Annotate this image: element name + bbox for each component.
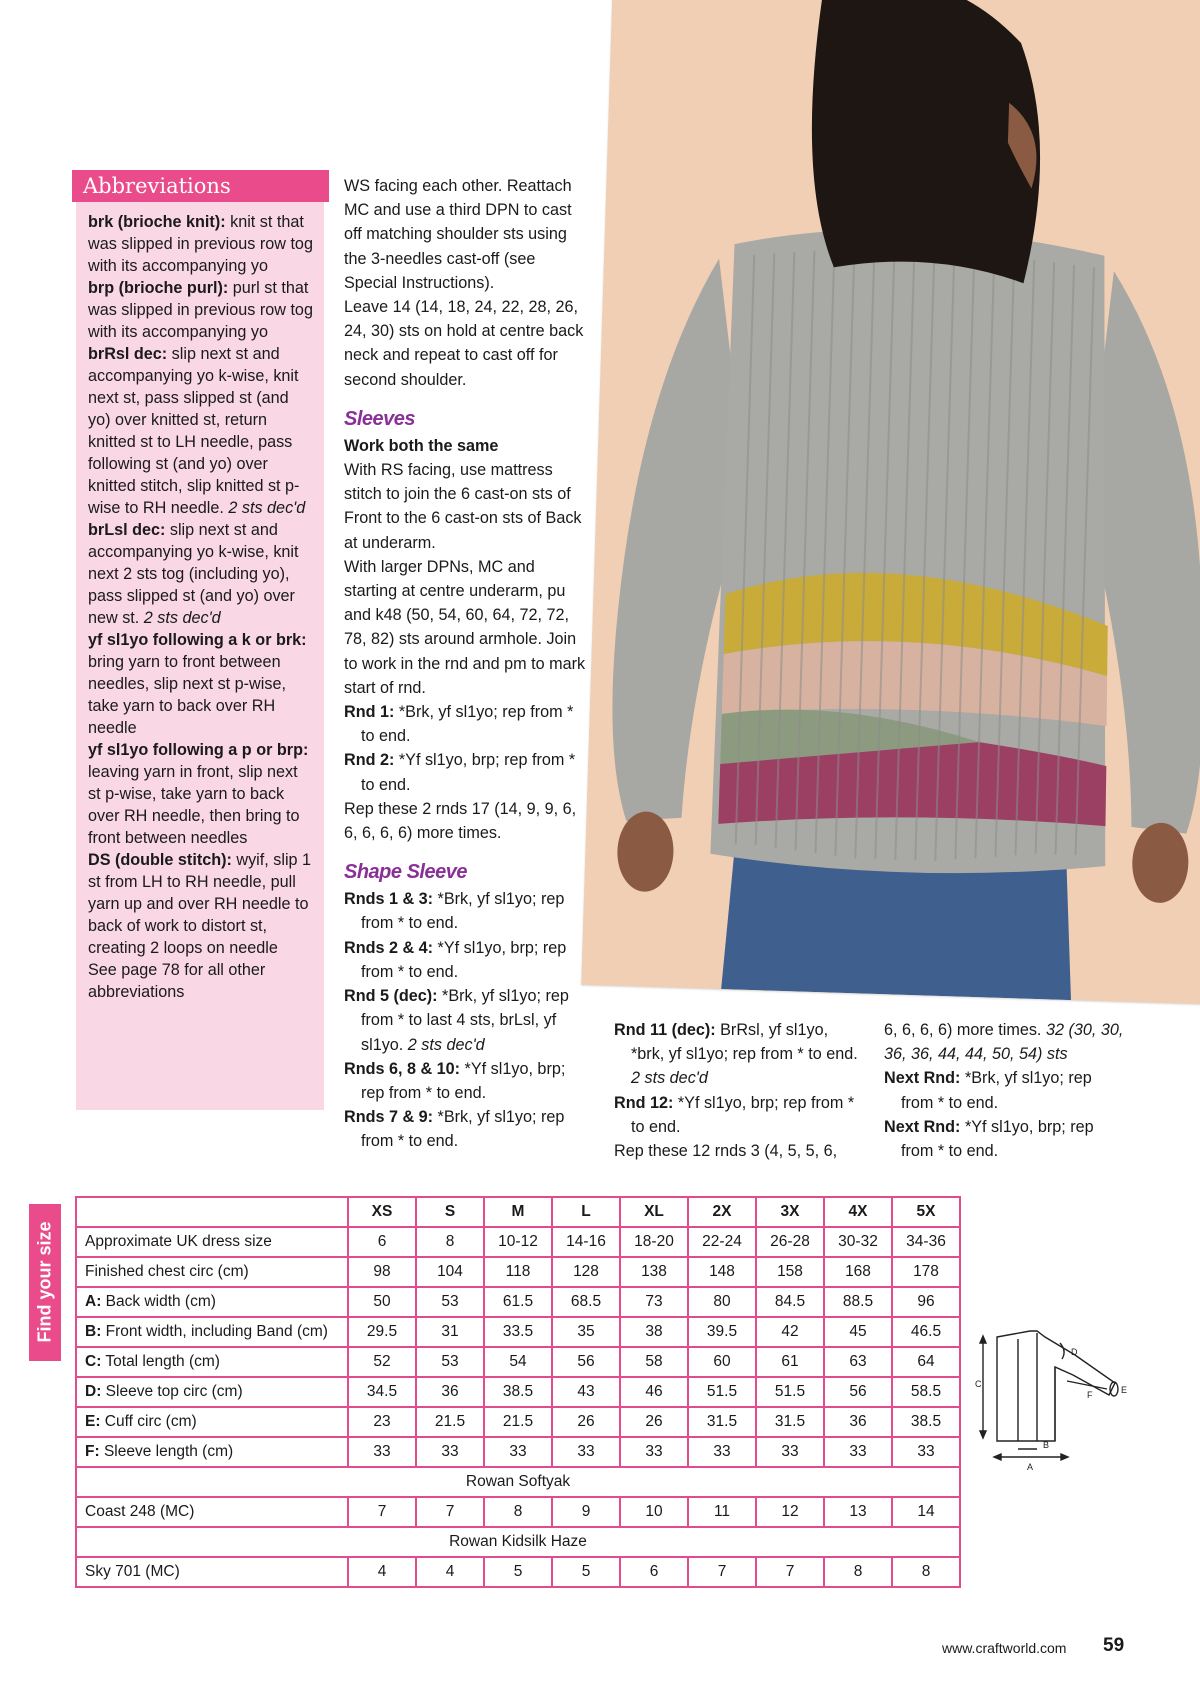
table-cell: 84.5	[756, 1287, 824, 1317]
table-cell: 33	[620, 1437, 688, 1467]
table-cell: 33.5	[484, 1317, 552, 1347]
text-run: Sky 701 (MC)	[85, 1563, 180, 1580]
pattern-paragraph	[614, 1139, 864, 1163]
table-cell: 51.5	[688, 1377, 756, 1407]
table-cell: 68.5	[552, 1287, 620, 1317]
table-cell: 14	[892, 1497, 960, 1527]
table-row	[76, 1497, 960, 1527]
table-cell: 88.5	[824, 1287, 892, 1317]
table-cell: 42	[756, 1317, 824, 1347]
text-run: 2 sts dec'd	[407, 1035, 485, 1054]
table-cell: 178	[892, 1257, 960, 1287]
table-row	[76, 1527, 960, 1557]
table-row	[76, 1377, 960, 1407]
table-cell: 38.5	[484, 1377, 552, 1407]
pattern-round	[884, 1066, 1124, 1114]
table-row	[76, 1287, 960, 1317]
table-cell: 61.5	[484, 1287, 552, 1317]
table-cell: 168	[824, 1257, 892, 1287]
table-cell: 36	[416, 1377, 484, 1407]
row-label	[76, 1287, 348, 1317]
table-cell: 8	[824, 1557, 892, 1587]
table-cell: 63	[824, 1347, 892, 1377]
text-run: Approximate UK dress size	[85, 1233, 272, 1250]
row-label	[76, 1497, 348, 1527]
pattern-round	[884, 1115, 1124, 1163]
text-run: Back width (cm)	[101, 1293, 216, 1310]
text-run: purl st that was slipped in previous row tog with its accompanying yo	[88, 279, 313, 341]
size-header: XL	[620, 1197, 688, 1227]
pattern-paragraph	[344, 434, 589, 458]
pattern-column-2	[344, 174, 589, 1154]
pattern-round	[344, 984, 589, 1057]
pattern-round	[614, 1091, 864, 1139]
size-header: 5X	[892, 1197, 960, 1227]
pattern-paragraph	[344, 174, 589, 295]
pattern-column-4	[884, 1018, 1124, 1163]
table-cell: 7	[688, 1557, 756, 1587]
table-cell: 96	[892, 1287, 960, 1317]
text-run: 2 sts dec'd	[228, 499, 306, 517]
table-cell: 34-36	[892, 1227, 960, 1257]
text-run: yf sl1yo following a p or brp:	[88, 741, 309, 759]
row-label	[76, 1407, 348, 1437]
size-header: 2X	[688, 1197, 756, 1227]
table-cell: 58	[620, 1347, 688, 1377]
table-cell: 138	[620, 1257, 688, 1287]
diagram-label-d: D	[1071, 1347, 1078, 1357]
pattern-round	[344, 887, 589, 935]
table-cell: 7	[348, 1497, 416, 1527]
pattern-paragraph	[884, 1018, 1124, 1066]
table-cell: 33	[824, 1437, 892, 1467]
text-run: Rep these 12 rnds 3 (4, 5, 5, 6,	[614, 1142, 838, 1161]
table-cell: 148	[688, 1257, 756, 1287]
table-cell: 38	[620, 1317, 688, 1347]
size-header: 4X	[824, 1197, 892, 1227]
pattern-paragraph	[344, 295, 589, 392]
table-cell: 98	[348, 1257, 416, 1287]
table-cell: 64	[892, 1347, 960, 1377]
table-cell: 31.5	[688, 1407, 756, 1437]
table-cell: 29.5	[348, 1317, 416, 1347]
table-cell: 158	[756, 1257, 824, 1287]
table-cell: 104	[416, 1257, 484, 1287]
text-run: brp (brioche purl):	[88, 279, 229, 297]
text-run: Total length (cm)	[101, 1353, 220, 1370]
text-run: *Yf sl1yo, brp; rep from * to end.	[361, 1059, 566, 1102]
table-cell: 60	[688, 1347, 756, 1377]
text-run: 2 sts dec'd	[631, 1069, 708, 1088]
page-number: 59	[1103, 1635, 1125, 1656]
text-run: WS facing each other. Reattach MC and use a third DPN to cast off matching shoulder sts using the 3-needles cast-off (see Special Instructions).	[344, 177, 572, 292]
table-cell: 6	[348, 1227, 416, 1257]
text-run: Sleeve top circ (cm)	[101, 1383, 243, 1400]
table-cell: 52	[348, 1347, 416, 1377]
table-cell: 33	[892, 1437, 960, 1467]
table-cell: 6	[620, 1557, 688, 1587]
size-table	[75, 1196, 961, 1588]
text-run: A:	[85, 1293, 102, 1310]
pattern-round	[344, 1105, 589, 1153]
table-cell: 38.5	[892, 1407, 960, 1437]
size-header: L	[552, 1197, 620, 1227]
diagram-label-c: C	[975, 1379, 982, 1389]
abbreviation-entry	[88, 519, 313, 629]
sweater-photo	[581, 0, 1200, 1005]
row-label	[76, 1227, 348, 1257]
table-cell: 31	[416, 1317, 484, 1347]
table-cell: 46	[620, 1377, 688, 1407]
find-your-size-label: Find your size	[34, 1221, 55, 1343]
yarn-brand-row: Rowan Kidsilk Haze	[76, 1527, 960, 1557]
table-cell: 13	[824, 1497, 892, 1527]
table-cell: 21.5	[484, 1407, 552, 1437]
table-cell: 33	[756, 1437, 824, 1467]
row-label	[76, 1347, 348, 1377]
table-row	[76, 1557, 960, 1587]
text-run: leaving yarn in front, slip next st p-wise, take yarn to back over RH needle, then bring to front between needles	[88, 763, 300, 847]
text-run: Cuff circ (cm)	[100, 1413, 197, 1430]
text-run: *Yf sl1yo, brp; rep from * to end.	[631, 1093, 855, 1136]
section-heading: Sleeves	[344, 407, 416, 430]
table-cell: 53	[416, 1287, 484, 1317]
text-run: E:	[85, 1413, 101, 1430]
pattern-paragraph	[344, 797, 589, 845]
text-run: Rep these 2 rnds 17 (14, 9, 9, 6, 6, 6, 6, 6) more times.	[344, 799, 577, 843]
text-run: *Brk, yf sl1yo; rep from * to end.	[361, 703, 574, 746]
pattern-column-3	[614, 1018, 864, 1163]
text-run: Rnd 1:	[344, 703, 395, 722]
abbreviation-entry	[88, 849, 313, 959]
table-cell: 31.5	[756, 1407, 824, 1437]
table-cell: 35	[552, 1317, 620, 1347]
diagram-label-b: B	[1043, 1440, 1050, 1450]
table-row	[76, 1347, 960, 1377]
size-header: M	[484, 1197, 552, 1227]
text-run: *Brk, yf sl1yo; rep from * to end.	[361, 890, 565, 933]
table-row	[76, 1227, 960, 1257]
table-cell: 46.5	[892, 1317, 960, 1347]
section-heading: Shape Sleeve	[344, 861, 467, 884]
text-run: Coast 248 (MC)	[85, 1503, 195, 1520]
table-row	[76, 1467, 960, 1497]
header-blank	[76, 1197, 348, 1227]
pattern-round	[344, 936, 589, 984]
text-run: *Brk, yf sl1yo; rep from * to end.	[361, 1108, 565, 1151]
text-run: slip next st and accompanying yo k-wise, knit next 2 sts tog (including yo), pass slipped st (and yo) over new st.	[88, 521, 299, 627]
table-row	[76, 1407, 960, 1437]
table-cell: 21.5	[416, 1407, 484, 1437]
text-run: With RS facing, use mattress stitch to join the 6 cast-on sts of Front to the 6 cast-on sts of Back at underarm.	[344, 461, 582, 552]
text-run: F:	[85, 1443, 100, 1460]
table-cell: 14-16	[552, 1227, 620, 1257]
text-run: *Brk, yf sl1yo; rep from * to last 4 sts, brLsl, yf sl1yo.	[361, 987, 569, 1054]
table-cell: 7	[756, 1557, 824, 1587]
diagram-label-e: E	[1121, 1385, 1128, 1395]
table-cell: 34.5	[348, 1377, 416, 1407]
pattern-paragraph	[344, 458, 589, 555]
table-cell: 80	[688, 1287, 756, 1317]
table-cell: 33	[688, 1437, 756, 1467]
table-cell: 118	[484, 1257, 552, 1287]
diagram-label-a: A	[1027, 1462, 1034, 1472]
table-cell: 56	[552, 1347, 620, 1377]
table-cell: 10	[620, 1497, 688, 1527]
table-cell: 22-24	[688, 1227, 756, 1257]
table-cell: 4	[348, 1557, 416, 1587]
table-cell: 5	[484, 1557, 552, 1587]
text-run: D:	[85, 1383, 102, 1400]
text-run: *Yf sl1yo, brp; rep from * to end.	[901, 1117, 1094, 1161]
table-cell: 9	[552, 1497, 620, 1527]
row-label	[76, 1437, 348, 1467]
table-cell: 26	[620, 1407, 688, 1437]
table-cell: 5	[552, 1557, 620, 1587]
table-cell: 4	[416, 1557, 484, 1587]
table-cell: 33	[484, 1437, 552, 1467]
text-run: Rnds 2 & 4:	[344, 938, 434, 957]
size-header: 3X	[756, 1197, 824, 1227]
text-run: DS (double stitch):	[88, 851, 232, 869]
text-run: brLsl dec:	[88, 521, 166, 539]
abbreviation-entry	[88, 211, 313, 277]
text-run: brRsl dec:	[88, 345, 168, 363]
pattern-round	[344, 700, 589, 748]
text-run: 6, 6, 6, 6) more times.	[884, 1021, 1046, 1039]
table-cell: 51.5	[756, 1377, 824, 1407]
text-run: Rnd 12:	[614, 1093, 674, 1112]
text-run: *Yf sl1yo, brp; rep from * to end.	[361, 751, 576, 794]
text-run: Next Rnd:	[884, 1069, 961, 1088]
text-run: bring yarn to front between needles, slip next st p-wise, take yarn to back over RH needle	[88, 653, 286, 737]
table-cell: 39.5	[688, 1317, 756, 1347]
table-cell: 36	[824, 1407, 892, 1437]
row-label	[76, 1317, 348, 1347]
table-cell: 26	[552, 1407, 620, 1437]
abbreviation-entry	[88, 277, 313, 343]
text-run: knit st that was slipped in previous row tog with its accompanying yo	[88, 213, 313, 275]
text-run: Rnds 7 & 9:	[344, 1108, 434, 1127]
text-run: 2 sts dec'd	[143, 609, 221, 627]
text-run: brk (brioche knit):	[88, 213, 226, 231]
table-cell: 56	[824, 1377, 892, 1407]
table-cell: 8	[416, 1227, 484, 1257]
table-cell: 45	[824, 1317, 892, 1347]
table-cell: 10-12	[484, 1227, 552, 1257]
table-row	[76, 1437, 960, 1467]
abbreviation-entry	[88, 959, 313, 1003]
abbreviations-list	[88, 211, 313, 1003]
pattern-round	[614, 1018, 864, 1091]
text-run: Rnds 6, 8 & 10:	[344, 1059, 461, 1078]
table-cell: 50	[348, 1287, 416, 1317]
abbreviation-entry	[88, 629, 313, 739]
text-run: Next Rnd:	[884, 1117, 961, 1136]
text-run: B:	[85, 1323, 102, 1340]
table-cell: 7	[416, 1497, 484, 1527]
sweater-schematic-diagram	[975, 1323, 1135, 1478]
table-cell: 23	[348, 1407, 416, 1437]
table-cell: 53	[416, 1347, 484, 1377]
table-cell: 33	[348, 1437, 416, 1467]
abbreviation-entry	[88, 343, 313, 519]
table-cell: 8	[892, 1557, 960, 1587]
row-label	[76, 1257, 348, 1287]
table-cell: 12	[756, 1497, 824, 1527]
text-run: Front width, including Band (cm)	[101, 1323, 328, 1340]
text-run: Work both the same	[344, 436, 499, 455]
table-cell: 11	[688, 1497, 756, 1527]
row-label	[76, 1377, 348, 1407]
table-row	[76, 1317, 960, 1347]
size-header: XS	[348, 1197, 416, 1227]
pattern-round	[344, 1057, 589, 1105]
text-run: *Brk, yf sl1yo; rep from * to end.	[901, 1069, 1092, 1112]
text-run: With larger DPNs, MC and starting at centre underarm, pu and k48 (50, 54, 60, 64, 72, 72, 78, 82) sts around armhole. Join to work in the rnd and pm to mark start of rnd.	[344, 557, 586, 697]
yarn-brand-row: Rowan Softyak	[76, 1467, 960, 1497]
row-label	[76, 1557, 348, 1587]
abbreviations-title: Abbreviations	[72, 170, 329, 202]
text-run: Rnds 1 & 3:	[344, 890, 434, 909]
table-cell: 58.5	[892, 1377, 960, 1407]
text-run: 32 (30, 30, 36, 36, 44, 44, 50, 54) sts	[884, 1021, 1124, 1064]
text-run: Sleeve length (cm)	[99, 1443, 234, 1460]
table-row	[76, 1257, 960, 1287]
text-run: Rnd 2:	[344, 751, 395, 770]
size-header-row	[76, 1197, 960, 1227]
find-your-size-tab	[29, 1204, 61, 1361]
table-cell: 33	[552, 1437, 620, 1467]
table-cell: 33	[416, 1437, 484, 1467]
text-run: Rnd 5 (dec):	[344, 987, 438, 1006]
size-header: S	[416, 1197, 484, 1227]
table-cell: 26-28	[756, 1227, 824, 1257]
text-run: slip next st and accompanying yo k-wise, knit next st, pass slipped st (and yo) over knitted st, return knitted st to LH needle, pass following st (and yo) over knitted stitch, slip knitted st p-wise to RH needle.	[88, 345, 300, 517]
table-cell: 8	[484, 1497, 552, 1527]
text-run: Leave 14 (14, 18, 24, 22, 28, 26, 24, 30) sts on hold at centre back neck and repeat to cast off for second shoulder.	[344, 298, 584, 389]
text-run: *Yf sl1yo, brp; rep from * to end.	[361, 938, 567, 981]
abbreviation-entry	[88, 739, 313, 849]
table-cell: 54	[484, 1347, 552, 1377]
diagram-label-f: F	[1087, 1390, 1093, 1400]
table-cell: 43	[552, 1377, 620, 1407]
pattern-round	[344, 748, 589, 796]
table-cell: 73	[620, 1287, 688, 1317]
pattern-paragraph	[344, 555, 589, 700]
text-run: Rnd 11 (dec):	[614, 1021, 716, 1039]
text-run: BrRsl, yf sl1yo, *brk, yf sl1yo; rep from * to end.	[631, 1021, 858, 1064]
text-run: wyif, slip 1 st from LH to RH needle, pull yarn up and over RH needle to back of work to distort st, creating 2 loops on needle	[88, 851, 312, 957]
table-cell: 30-32	[824, 1227, 892, 1257]
table-cell: 128	[552, 1257, 620, 1287]
text-run: yf sl1yo following a k or brk:	[88, 631, 307, 649]
text-run: C:	[85, 1353, 102, 1370]
website-url: www.craftworld.com	[942, 1640, 1067, 1656]
text-run: Finished chest circ (cm)	[85, 1263, 249, 1280]
table-cell: 18-20	[620, 1227, 688, 1257]
table-cell: 61	[756, 1347, 824, 1377]
text-run: See page 78 for all other abbreviations	[88, 961, 266, 1001]
